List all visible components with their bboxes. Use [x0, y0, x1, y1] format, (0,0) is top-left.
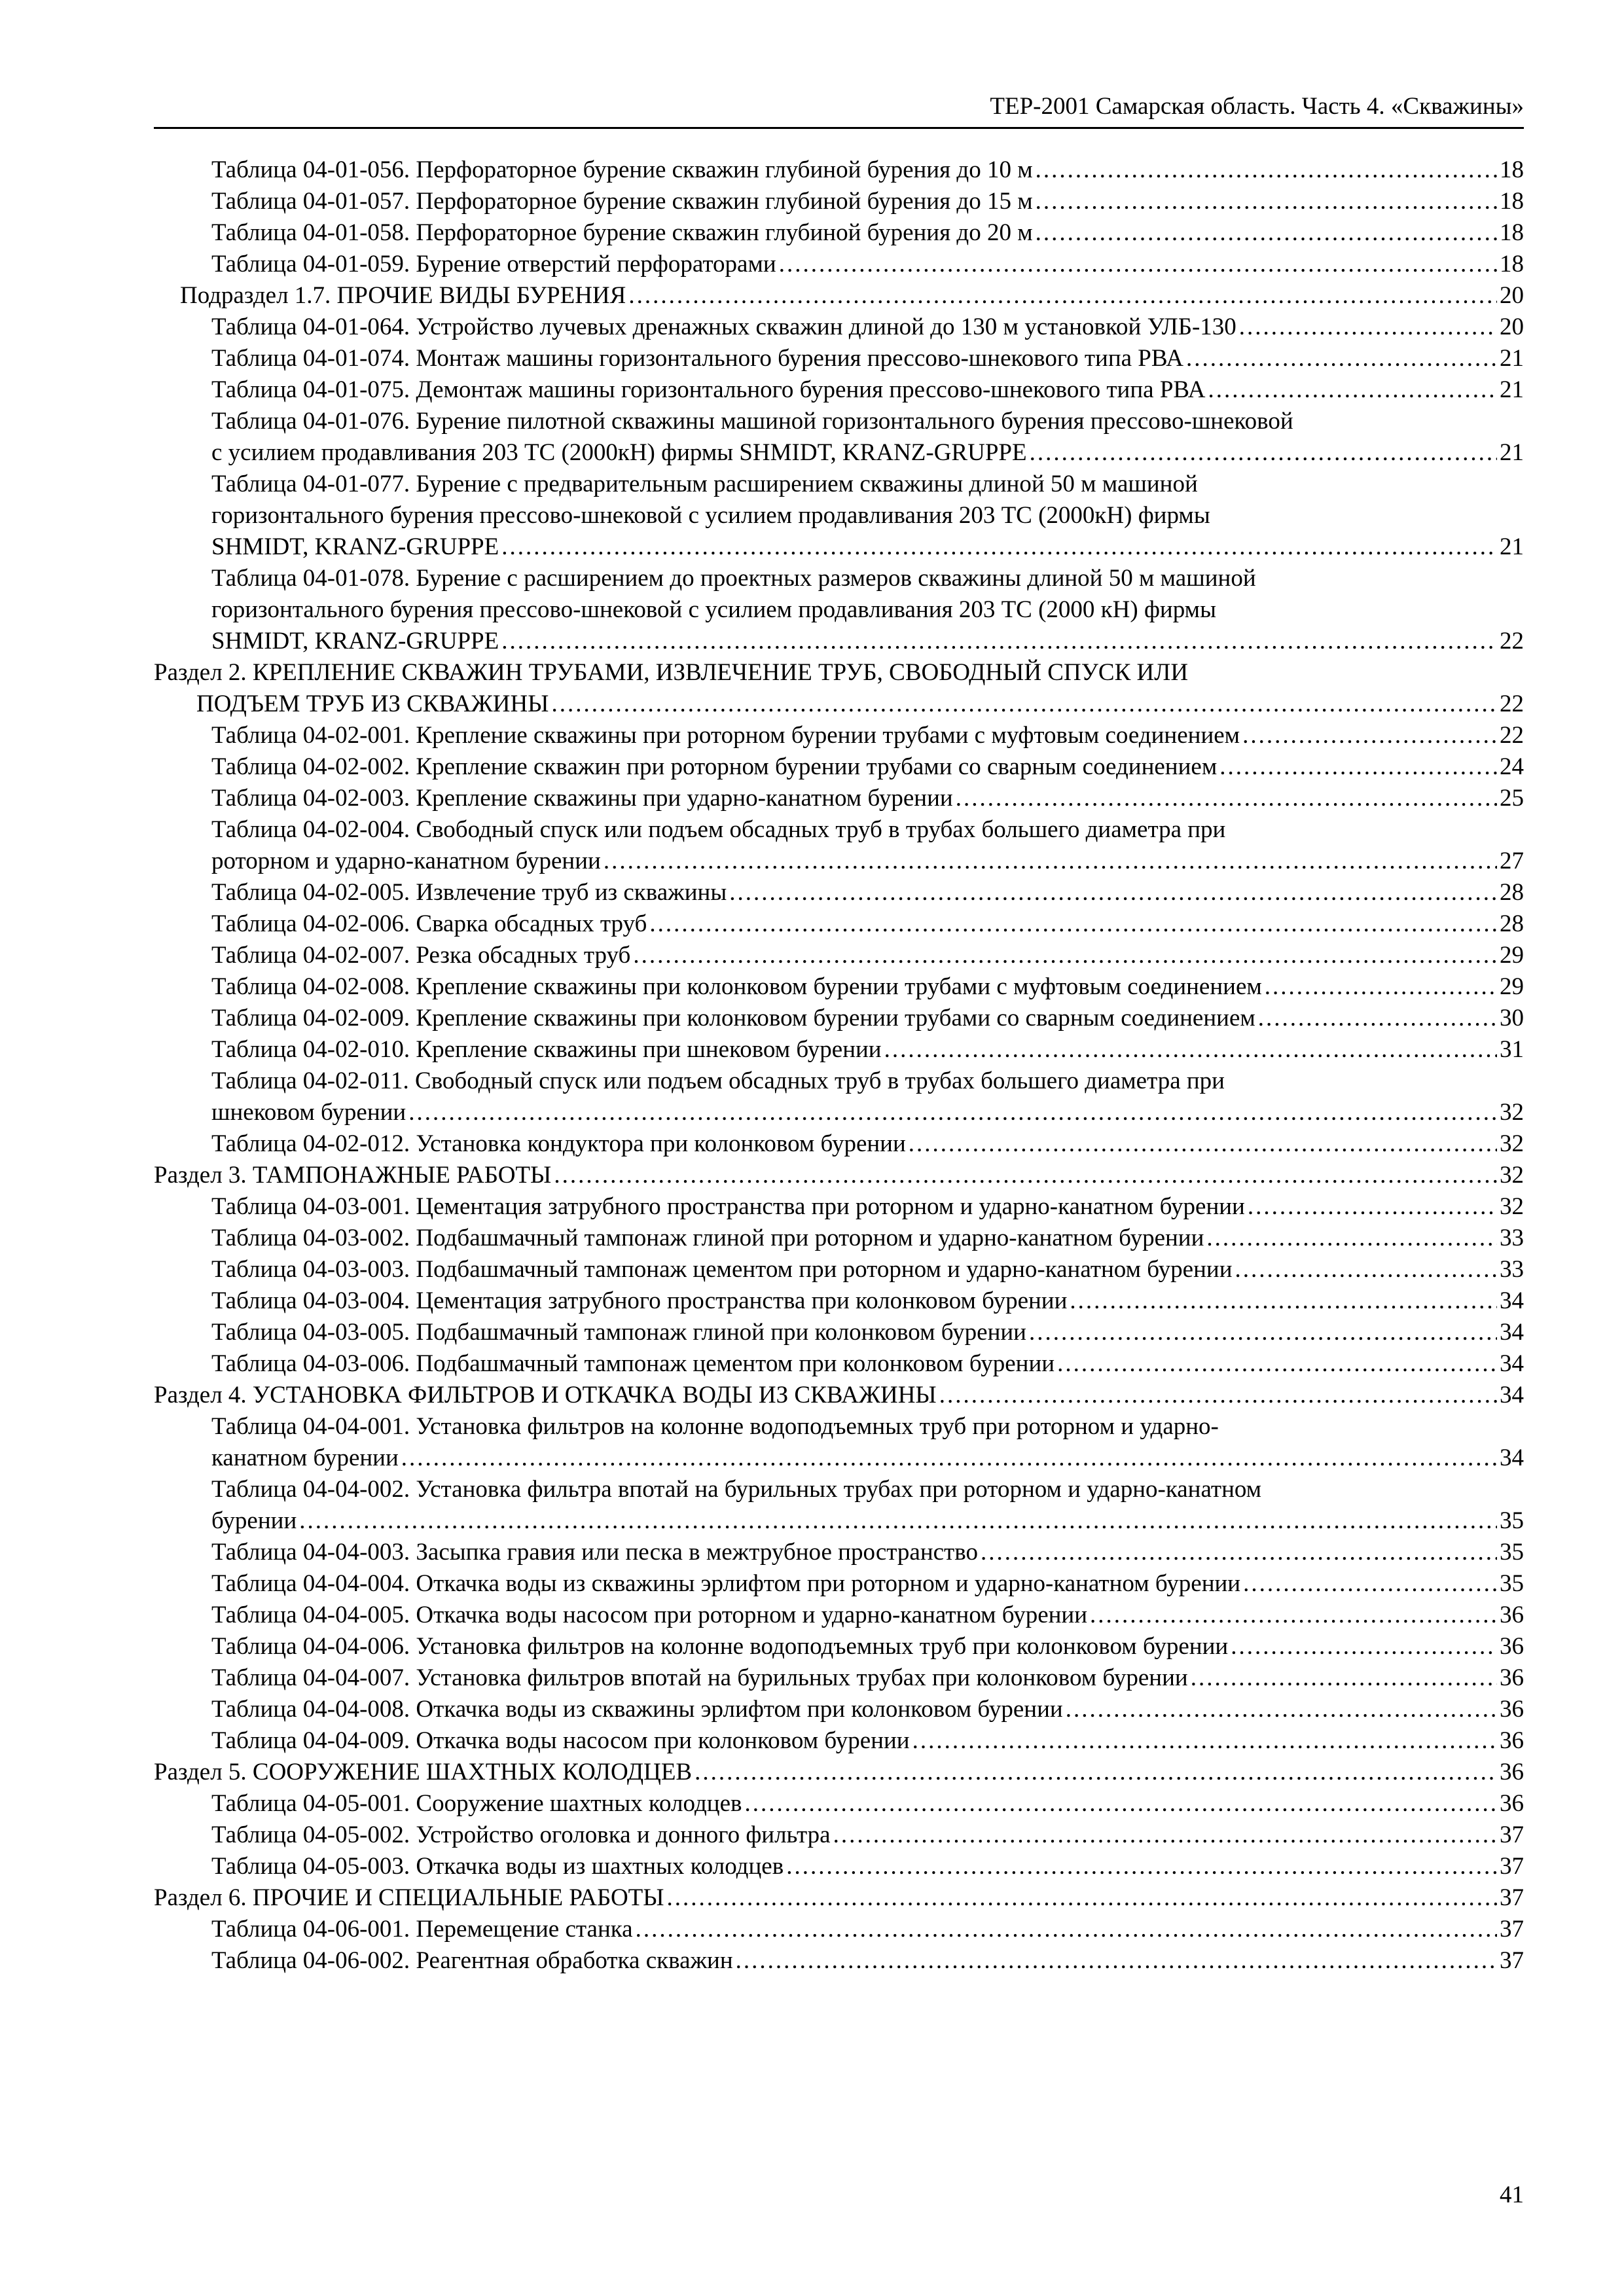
- dot-leader: [1030, 437, 1497, 469]
- toc-entry-text: Таблица 04-02-002. Крепление скважин при роторном бурении трубами со сварным соединением: [211, 753, 1218, 780]
- toc-entry-text: Раздел 4. УСТАНОВКА ФИЛЬТРОВ И ОТКАЧКА ВОДЫ ИЗ СКВАЖИНЫ: [154, 1382, 937, 1408]
- toc-page-number: 34: [1500, 1319, 1524, 1346]
- toc-entry-text: Таблица 04-02-001. Крепление скважины при роторном бурении трубами с муфтовым соединением: [211, 722, 1240, 749]
- toc-entry[interactable]: [154, 312, 1524, 343]
- dot-leader: [501, 626, 1497, 657]
- toc-entry-text: Таблица 04-05-002. Устройство оголовка и донного фильтра: [211, 1821, 831, 1848]
- toc-entry[interactable]: [154, 469, 1524, 500]
- toc-entry-text: Таблица 04-01-074. Монтаж машины горизонтального бурения прессово-шнекового типа РВА: [211, 345, 1183, 372]
- page-number: 41: [1500, 2181, 1524, 2208]
- toc-entry[interactable]: [154, 1380, 1524, 1411]
- toc-entry[interactable]: [154, 154, 1524, 186]
- toc-entry-text: Таблица 04-03-002. Подбашмачный тампонаж глиной при роторном и ударно-канатном бурении: [211, 1225, 1204, 1251]
- toc-entry[interactable]: [154, 1285, 1524, 1317]
- toc-entry-text: ПОДЪЕМ ТРУБ ИЗ СКВАЖИНЫ: [196, 691, 549, 717]
- toc-page-number: 18: [1500, 251, 1524, 278]
- dot-leader: [649, 908, 1497, 940]
- toc-page-number: 37: [1500, 1821, 1524, 1848]
- toc-entry-text: Таблица 04-04-009. Откачка воды насосом при колонковом бурении: [211, 1727, 910, 1754]
- toc-entry-text: Таблица 04-01-057. Перфораторное бурение скважин глубиной бурения до 15 м: [211, 188, 1033, 215]
- toc-entry[interactable]: [154, 1223, 1524, 1254]
- toc-page-number: 33: [1500, 1225, 1524, 1251]
- toc-page-number: 31: [1500, 1036, 1524, 1063]
- toc-entry-continuation: [154, 846, 1524, 877]
- toc-entry-text: Таблица 04-01-056. Перфораторное бурение скважин глубиной бурения до 10 м: [211, 156, 1033, 183]
- toc-page-number: 36: [1500, 1602, 1524, 1628]
- dot-leader: [1239, 312, 1497, 343]
- toc-entry[interactable]: [154, 1128, 1524, 1160]
- document-title: ТЕР-2001 Самарская область. Часть 4. «Скважины»: [990, 93, 1524, 120]
- dot-leader: [1036, 217, 1497, 249]
- dot-leader: [633, 940, 1497, 971]
- toc-entry[interactable]: [154, 1348, 1524, 1380]
- toc-entry-text: горизонтального бурения прессово-шнековой с усилием продавливания 203 ТС (2000кН) фирмы: [211, 502, 1210, 529]
- toc-entry-text: бурении: [211, 1507, 297, 1534]
- toc-page-number: 37: [1500, 1947, 1524, 1974]
- toc-entry-text: Таблица 04-04-003. Засыпка гравия или песка в межтрубное пространство: [211, 1539, 978, 1566]
- toc-page-number: 20: [1500, 314, 1524, 340]
- toc-entry-text: Таблица 04-03-004. Цементация затрубного пространства при колонковом бурении: [211, 1287, 1068, 1314]
- toc-page-number: 18: [1500, 188, 1524, 215]
- toc-entry[interactable]: [154, 186, 1524, 217]
- dot-leader: [1070, 1285, 1497, 1317]
- dot-leader: [667, 1882, 1497, 1914]
- dot-leader: [299, 1505, 1497, 1537]
- toc-page-number: 36: [1500, 1727, 1524, 1754]
- toc-page-number: 32: [1500, 1099, 1524, 1126]
- toc-page-number: 32: [1500, 1130, 1524, 1157]
- toc-entry-continuation: [154, 689, 1524, 720]
- toc-entry[interactable]: [154, 1631, 1524, 1662]
- toc-entry[interactable]: [154, 406, 1524, 437]
- toc-page-number: 29: [1500, 942, 1524, 969]
- dot-leader: [636, 1914, 1497, 1945]
- dot-leader: [1029, 1317, 1497, 1348]
- table-of-contents: [154, 154, 1524, 1977]
- dot-leader: [628, 280, 1497, 312]
- toc-entry-text: горизонтального бурения прессово-шнековой с усилием продавливания 203 ТС (2000 кН) фирмы: [211, 596, 1216, 623]
- toc-entry[interactable]: [154, 1411, 1524, 1443]
- toc-entry-text: Таблица 04-01-076. Бурение пилотной скважины машиной горизонтального бурения прессово-шнековой: [211, 408, 1293, 435]
- toc-entry[interactable]: [154, 1034, 1524, 1066]
- dot-leader: [1243, 1568, 1497, 1600]
- dot-leader: [1191, 1662, 1497, 1694]
- dot-leader: [833, 1820, 1497, 1851]
- toc-entry[interactable]: [154, 1600, 1524, 1631]
- toc-entry[interactable]: [154, 877, 1524, 908]
- toc-entry[interactable]: [154, 1945, 1524, 1977]
- toc-entry-text: Раздел 2. КРЕПЛЕНИЕ СКВАЖИН ТРУБАМИ, ИЗВЛЕЧЕНИЕ ТРУБ, СВОБОДНЫЙ СПУСК ИЛИ: [154, 659, 1189, 686]
- toc-entry-continuation: [154, 1443, 1524, 1474]
- toc-entry-text: Таблица 04-02-005. Извлечение труб из скважины: [211, 879, 727, 906]
- toc-entry-text: Таблица 04-02-009. Крепление скважины при колонковом бурении трубами со сварным соединением: [211, 1005, 1255, 1031]
- dot-leader: [884, 1034, 1497, 1066]
- toc-entry[interactable]: [154, 971, 1524, 1003]
- toc-page-number: 34: [1500, 1287, 1524, 1314]
- dot-leader: [1258, 1003, 1497, 1034]
- toc-page-number: 28: [1500, 910, 1524, 937]
- dot-leader: [408, 1097, 1497, 1128]
- toc-entry-text: Таблица 04-01-064. Устройство лучевых дренажных скважин длиной до 130 м установкой УЛБ-130: [211, 314, 1236, 340]
- toc-page-number: 35: [1500, 1539, 1524, 1566]
- toc-entry-text: Таблица 04-01-075. Демонтаж машины горизонтального бурения прессово-шнекового типа РВА: [211, 376, 1206, 403]
- toc-page-number: 32: [1500, 1193, 1524, 1220]
- toc-entry[interactable]: [154, 1317, 1524, 1348]
- toc-page-number: 22: [1500, 722, 1524, 749]
- dot-leader: [956, 783, 1497, 814]
- toc-page-number: 34: [1500, 1350, 1524, 1377]
- toc-entry[interactable]: [154, 1568, 1524, 1600]
- toc-entry[interactable]: [154, 1757, 1524, 1788]
- toc-entry[interactable]: [154, 1788, 1524, 1820]
- toc-entry[interactable]: [154, 1160, 1524, 1191]
- running-header: [154, 86, 1524, 129]
- dot-leader: [786, 1851, 1497, 1882]
- toc-entry[interactable]: [154, 1914, 1524, 1945]
- toc-entry-text: Таблица 04-02-004. Свободный спуск или подъем обсадных труб в трубах большего диаметра при: [211, 816, 1226, 843]
- toc-page-number: 37: [1500, 1884, 1524, 1911]
- toc-entry-text: Таблица 04-05-003. Откачка воды из шахтных колодцев: [211, 1853, 784, 1880]
- toc-page-number: 22: [1500, 691, 1524, 717]
- dot-leader: [1206, 1223, 1497, 1254]
- dot-leader: [736, 1945, 1497, 1977]
- toc-page-number: 37: [1500, 1916, 1524, 1943]
- toc-page-number: 35: [1500, 1570, 1524, 1597]
- toc-entry-text: Раздел 3. ТАМПОНАЖНЫЕ РАБОТЫ: [154, 1162, 552, 1189]
- toc-entry[interactable]: [154, 720, 1524, 751]
- dot-leader: [554, 1160, 1497, 1191]
- toc-entry-text: Таблица 04-04-008. Откачка воды из скважины эрлифтом при колонковом бурении: [211, 1696, 1063, 1723]
- toc-entry-text: роторном и ударно-канатном бурении: [211, 848, 601, 874]
- toc-entry-continuation: [154, 626, 1524, 657]
- toc-entry[interactable]: [154, 1537, 1524, 1568]
- toc-page-number: 32: [1500, 1162, 1524, 1189]
- toc-page-number: 37: [1500, 1853, 1524, 1880]
- toc-entry[interactable]: [154, 1254, 1524, 1285]
- toc-page-number: 22: [1500, 628, 1524, 655]
- dot-leader: [401, 1443, 1497, 1474]
- dot-leader: [1219, 751, 1497, 783]
- dot-leader: [501, 531, 1497, 563]
- dot-leader: [909, 1128, 1497, 1160]
- toc-entry-text: с усилием продавливания 203 ТС (2000кН) фирмы SHMIDT, KRANZ-GRUPPE: [211, 439, 1027, 466]
- dot-leader: [1090, 1600, 1497, 1631]
- toc-entry[interactable]: [154, 217, 1524, 249]
- toc-entry-continuation: [154, 531, 1524, 563]
- toc-entry[interactable]: [154, 1066, 1524, 1097]
- dot-leader: [1036, 186, 1497, 217]
- toc-page-number: 33: [1500, 1256, 1524, 1283]
- dot-leader: [1265, 971, 1497, 1003]
- toc-entry-text: Раздел 6. ПРОЧИЕ И СПЕЦИАЛЬНЫЕ РАБОТЫ: [154, 1884, 664, 1911]
- dot-leader: [1242, 720, 1497, 751]
- toc-page-number: 36: [1500, 1696, 1524, 1723]
- toc-entry-text: Таблица 04-04-004. Откачка воды из скважины эрлифтом при роторном и ударно-канатном бурении: [211, 1570, 1241, 1597]
- toc-entry-text: Таблица 04-02-011. Свободный спуск или подъем обсадных труб в трубах большего диаметра при: [211, 1067, 1225, 1094]
- toc-entry-text: Таблица 04-02-010. Крепление скважины при шнековом бурении: [211, 1036, 882, 1063]
- toc-entry-text: Таблица 04-01-058. Перфораторное бурение скважин глубиной бурения до 20 м: [211, 219, 1033, 246]
- toc-entry[interactable]: [154, 814, 1524, 846]
- dot-leader: [1036, 154, 1497, 186]
- toc-entry-text: Таблица 04-04-006. Установка фильтров на колонне водоподъемных труб при колонковом бурении: [211, 1633, 1229, 1660]
- toc-entry-text: Таблица 04-02-003. Крепление скважины при ударно-канатном бурении: [211, 785, 953, 812]
- dot-leader: [1235, 1254, 1498, 1285]
- dot-leader: [912, 1725, 1497, 1757]
- dot-leader: [1248, 1191, 1497, 1223]
- toc-page-number: 21: [1500, 376, 1524, 403]
- toc-entry[interactable]: [154, 1662, 1524, 1694]
- toc-entry-text: Таблица 04-02-006. Сварка обсадных труб: [211, 910, 647, 937]
- toc-page-number: 21: [1500, 533, 1524, 560]
- toc-entry-text: Таблица 04-02-012. Установка кондуктора при колонковом бурении: [211, 1130, 906, 1157]
- toc-entry-text: Таблица 04-04-001. Установка фильтров на колонне водоподъемных труб при роторном и ударно-: [211, 1413, 1219, 1440]
- toc-page-number: 20: [1500, 282, 1524, 309]
- toc-entry[interactable]: [154, 657, 1524, 689]
- toc-entry[interactable]: [154, 783, 1524, 814]
- toc-entry-text: Таблица 04-04-005. Откачка воды насосом при роторном и ударно-канатном бурении: [211, 1602, 1088, 1628]
- toc-entry[interactable]: [154, 1003, 1524, 1034]
- toc-page-number: 30: [1500, 1005, 1524, 1031]
- dot-leader: [939, 1380, 1497, 1411]
- toc-entry[interactable]: [154, 343, 1524, 374]
- dot-leader: [551, 689, 1497, 720]
- toc-page-number: 18: [1500, 219, 1524, 246]
- toc-entry[interactable]: [154, 1851, 1524, 1882]
- dot-leader: [604, 846, 1497, 877]
- toc-page-number: 34: [1500, 1444, 1524, 1471]
- toc-entry-text: Таблица 04-06-002. Реагентная обработка скважин: [211, 1947, 733, 1974]
- toc-page-number: 24: [1500, 753, 1524, 780]
- toc-entry-text: Таблица 04-06-001. Перемещение станка: [211, 1916, 633, 1943]
- toc-entry-text: Таблица 04-02-008. Крепление скважины при колонковом бурении трубами с муфтовым соединением: [211, 973, 1262, 1000]
- toc-entry[interactable]: [154, 1474, 1524, 1505]
- toc-entry[interactable]: [154, 374, 1524, 406]
- dot-leader: [695, 1757, 1497, 1788]
- toc-entry[interactable]: [154, 1882, 1524, 1914]
- toc-entry-text: SHMIDT, KRANZ-GRUPPE: [211, 533, 499, 560]
- dot-leader: [729, 877, 1497, 908]
- toc-entry-continuation: [154, 1505, 1524, 1537]
- toc-entry-text: Таблица 04-03-005. Подбашмачный тампонаж глиной при колонковом бурении: [211, 1319, 1026, 1346]
- toc-entry-text: Таблица 04-02-007. Резка обсадных труб: [211, 942, 631, 969]
- toc-page-number: 36: [1500, 1759, 1524, 1785]
- toc-entry-text: Подраздел 1.7. ПРОЧИЕ ВИДЫ БУРЕНИЯ: [180, 282, 626, 309]
- toc-entry-text: SHMIDT, KRANZ-GRUPPE: [211, 628, 499, 655]
- dot-leader: [1057, 1348, 1497, 1380]
- toc-page-number: 28: [1500, 879, 1524, 906]
- toc-page-number: 36: [1500, 1633, 1524, 1660]
- toc-entry-text: Таблица 04-04-007. Установка фильтров впотай на бурильных трубах при колонковом бурении: [211, 1664, 1188, 1691]
- toc-entry-text: Таблица 04-03-003. Подбашмачный тампонаж цементом при роторном и ударно-канатном бурении: [211, 1256, 1233, 1283]
- toc-entry-text: шнековом бурении: [211, 1099, 406, 1126]
- toc-entry-text: Раздел 5. СООРУЖЕНИЕ ШАХТНЫХ КОЛОДЦЕВ: [154, 1759, 693, 1785]
- toc-page-number: 29: [1500, 973, 1524, 1000]
- toc-entry-text: Таблица 04-04-002. Установка фильтра впотай на бурильных трубах при роторном и ударно-канатном: [211, 1476, 1262, 1503]
- toc-entry-continuation: [154, 594, 1524, 626]
- toc-entry[interactable]: [154, 280, 1524, 312]
- toc-page-number: 34: [1500, 1382, 1524, 1408]
- toc-entry[interactable]: [154, 1820, 1524, 1851]
- toc-entry-text: Таблица 04-05-001. Сооружение шахтных колодцев: [211, 1790, 742, 1817]
- toc-page-number: 25: [1500, 785, 1524, 812]
- dot-leader: [981, 1537, 1497, 1568]
- toc-entry-text: Таблица 04-01-078. Бурение с расширением до проектных размеров скважины длиной 50 м машиной: [211, 565, 1256, 592]
- dot-leader: [1186, 343, 1497, 374]
- toc-page-number: 18: [1500, 156, 1524, 183]
- toc-entry[interactable]: [154, 940, 1524, 971]
- toc-page-number: 35: [1500, 1507, 1524, 1534]
- dot-leader: [744, 1788, 1497, 1820]
- toc-page-number: 36: [1500, 1790, 1524, 1817]
- toc-entry-text: канатном бурении: [211, 1444, 399, 1471]
- toc-page-number: 27: [1500, 848, 1524, 874]
- toc-entry[interactable]: [154, 751, 1524, 783]
- dot-leader: [1231, 1631, 1497, 1662]
- dot-leader: [779, 249, 1497, 280]
- toc-entry[interactable]: [154, 249, 1524, 280]
- toc-page-number: 21: [1500, 439, 1524, 466]
- dot-leader: [1066, 1694, 1497, 1725]
- toc-entry[interactable]: [154, 563, 1524, 594]
- toc-entry-continuation: [154, 1097, 1524, 1128]
- toc-entry[interactable]: [154, 908, 1524, 940]
- toc-entry-continuation: [154, 500, 1524, 531]
- toc-entry-text: Таблица 04-03-006. Подбашмачный тампонаж цементом при колонковом бурении: [211, 1350, 1055, 1377]
- toc-page-number: 21: [1500, 345, 1524, 372]
- toc-entry-text: Таблица 04-01-077. Бурение с предварительным расширением скважины длиной 50 м машиной: [211, 471, 1198, 497]
- toc-entry-continuation: [154, 437, 1524, 469]
- toc-entry-text: Таблица 04-03-001. Цементация затрубного пространства при роторном и ударно-канатном бурении: [211, 1193, 1245, 1220]
- toc-entry[interactable]: [154, 1694, 1524, 1725]
- toc-page-number: 36: [1500, 1664, 1524, 1691]
- toc-entry[interactable]: [154, 1725, 1524, 1757]
- toc-entry-text: Таблица 04-01-059. Бурение отверстий перфораторами: [211, 251, 776, 278]
- toc-entry[interactable]: [154, 1191, 1524, 1223]
- dot-leader: [1208, 374, 1497, 406]
